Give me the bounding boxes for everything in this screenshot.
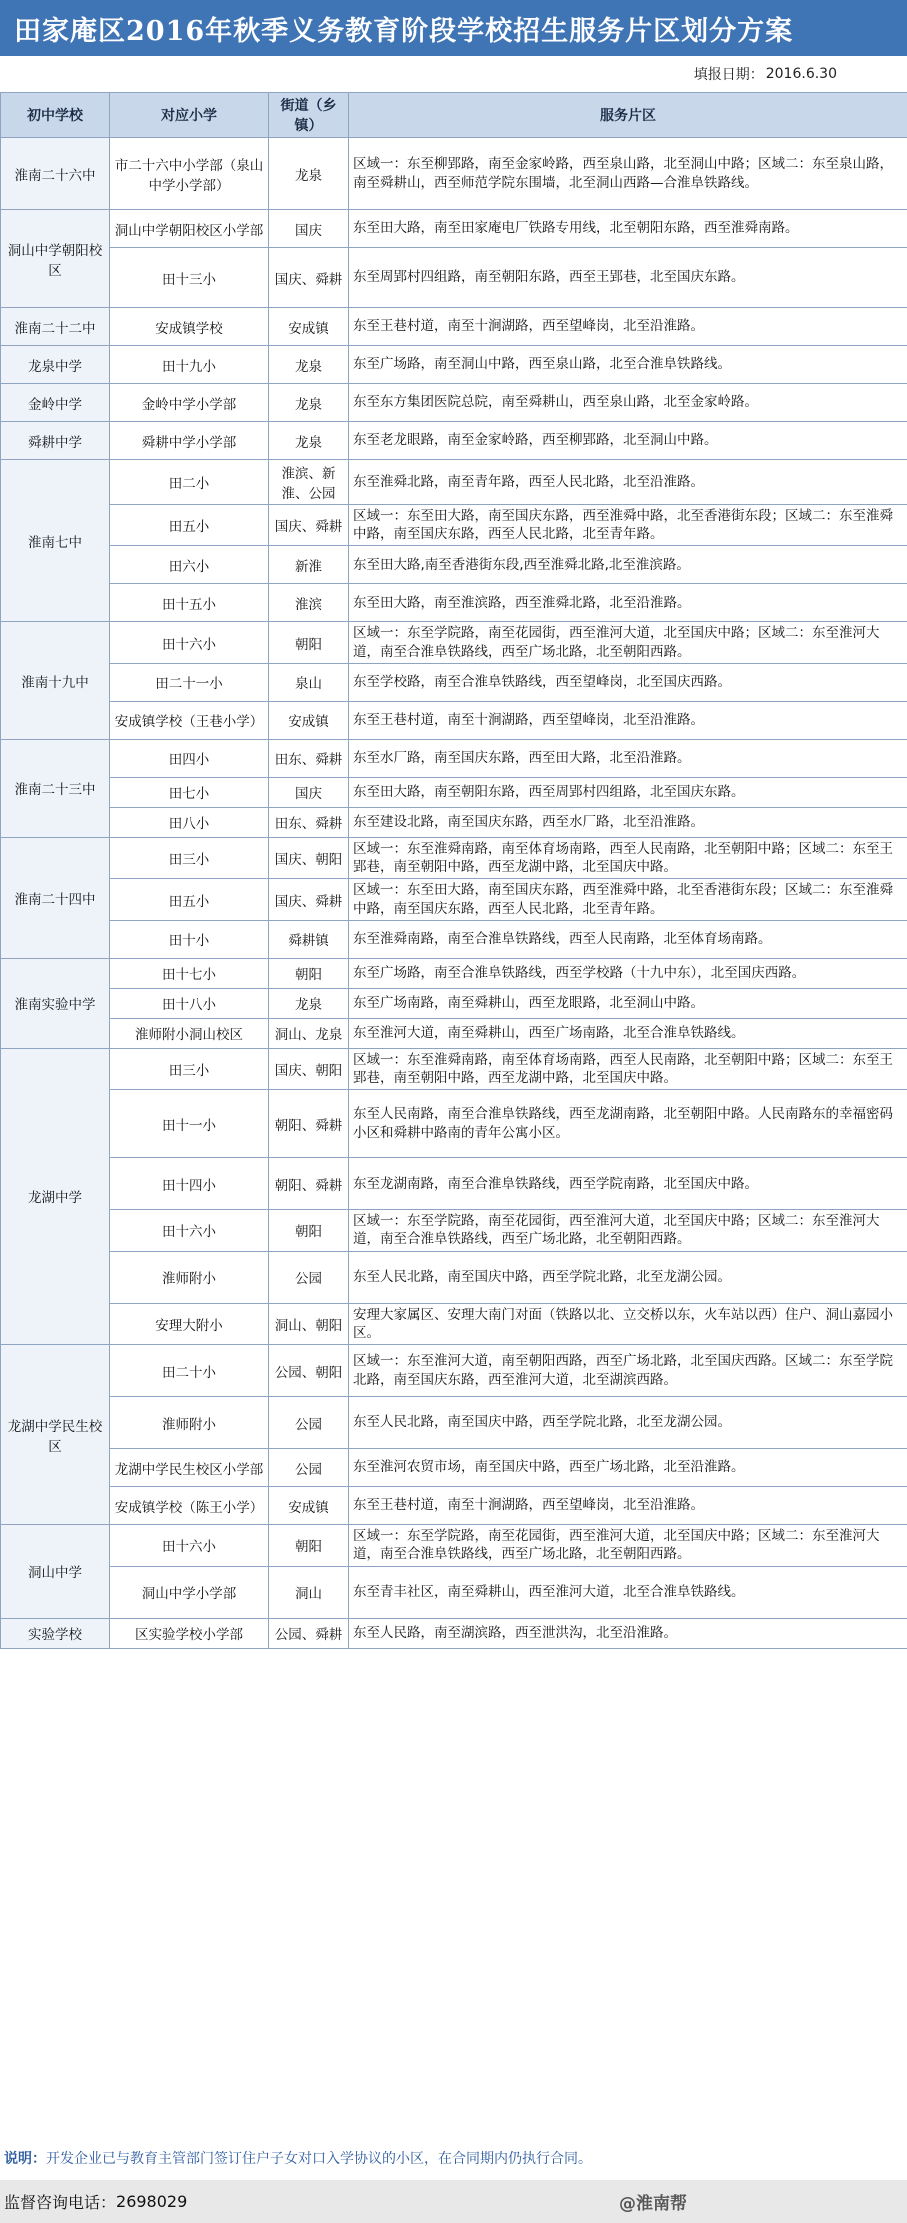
table-row (1, 505, 907, 546)
cell-street: 国庆、舜耕 (269, 248, 349, 308)
cell-street: 朝阳、舜耕 (269, 1158, 349, 1210)
cell-service-area: 区域一：东至淮河大道，南至朝阳西路，西至广场北路，北至国庆西路。区域二：东至学院北路，南至国庆东路，西至淮河大道，北至湖滨西路。 (349, 1345, 907, 1397)
table-row (1, 384, 907, 422)
cell-primary-school: 田十五小 (110, 584, 269, 622)
table-row (1, 988, 907, 1018)
cell-service-area: 东至人民南路，南至合淮阜铁路线，西至龙湖南路，北至朝阳中路。人民南路东的幸福密码小区和舜耕中路南的青年公寓小区。 (349, 1090, 907, 1158)
page-title: 田家庵区2016年秋季义务教育阶段学校招生服务片区划分方案 (0, 0, 907, 56)
cell-middle-school: 金岭中学 (1, 384, 110, 422)
cell-primary-school: 田四小 (110, 739, 269, 777)
table-row (1, 546, 907, 584)
cell-primary-school: 田十六小 (110, 622, 269, 663)
cell-service-area: 东至水厂路，南至国庆东路，西至田大路，北至沿淮路。 (349, 739, 907, 777)
cell-middle-school: 淮南实验中学 (1, 958, 110, 1048)
note-label: 说明： (4, 2151, 46, 2167)
cell-middle-school: 淮南二十二中 (1, 308, 110, 346)
cell-street: 淮滨、新淮、公园 (269, 460, 349, 505)
cell-service-area: 东至淮舜南路，南至合淮阜铁路线，西至人民南路，北至体育场南路。 (349, 920, 907, 958)
cell-service-area: 安理大家属区、安理大南门对面（铁路以北、立交桥以东，火车站以西）住户、洞山嘉园小区。 (349, 1303, 907, 1344)
cell-primary-school: 舜耕中学小学部 (110, 422, 269, 460)
cell-service-area: 东至人民路，南至湖滨路，西至泄洪沟，北至沿淮路。 (349, 1618, 907, 1648)
cell-street: 龙泉 (269, 384, 349, 422)
cell-street: 公园、舜耕 (269, 1618, 349, 1648)
cell-middle-school: 淮南十九中 (1, 622, 110, 739)
table-row (1, 1090, 907, 1158)
cell-primary-school: 田二小 (110, 460, 269, 505)
cell-street: 朝阳 (269, 1525, 349, 1566)
table-row (1, 1449, 907, 1487)
cell-service-area: 东至东方集团医院总院，南至舜耕山，西至泉山路，北至金家岭路。 (349, 384, 907, 422)
cell-primary-school: 田十九小 (110, 346, 269, 384)
cell-street: 龙泉 (269, 346, 349, 384)
cell-service-area: 区域一：东至田大路，南至国庆东路，西至淮舜中路，北至香港街东段；区域二：东至淮舜中路，南至国庆东路，西至人民北路，北至青年路。 (349, 879, 907, 920)
cell-primary-school: 安成镇学校 (110, 308, 269, 346)
cell-primary-school: 田二十小 (110, 1345, 269, 1397)
cell-street: 国庆、舜耕 (269, 505, 349, 546)
cell-street: 田东、舜耕 (269, 739, 349, 777)
cell-primary-school: 田六小 (110, 546, 269, 584)
cell-street: 国庆、朝阳 (269, 837, 349, 878)
cell-street: 安成镇 (269, 1487, 349, 1525)
cell-service-area: 东至周郢村四组路，南至朝阳东路，西至王郢巷，北至国庆东路。 (349, 248, 907, 308)
cell-service-area: 东至建设北路，南至国庆东路，西至水厂路，北至沿淮路。 (349, 807, 907, 837)
cell-primary-school: 金岭中学小学部 (110, 384, 269, 422)
cell-service-area: 东至青丰社区，南至舜耕山，西至淮河大道，北至合淮阜铁路线。 (349, 1566, 907, 1618)
cell-street: 国庆 (269, 777, 349, 807)
cell-street: 洞山 (269, 1566, 349, 1618)
table-row (1, 460, 907, 505)
header-primary-school: 对应小学 (110, 93, 269, 138)
table-row (1, 422, 907, 460)
cell-primary-school: 田十三小 (110, 248, 269, 308)
cell-primary-school: 田八小 (110, 807, 269, 837)
table-row (1, 1566, 907, 1618)
table-row (1, 210, 907, 248)
cell-primary-school: 田十小 (110, 920, 269, 958)
cell-primary-school: 田十六小 (110, 1210, 269, 1251)
table-row (1, 1487, 907, 1525)
cell-primary-school: 田七小 (110, 777, 269, 807)
table-row (1, 308, 907, 346)
table-row (1, 1158, 907, 1210)
cell-street: 朝阳 (269, 622, 349, 663)
cell-primary-school: 淮师附小 (110, 1397, 269, 1449)
cell-service-area: 区域一：东至学院路，南至花园街，西至淮河大道，北至国庆中路；区域二：东至淮河大道，南至合淮阜铁路线，西至广场北路，北至朝阳西路。 (349, 622, 907, 663)
cell-street: 洞山、朝阳 (269, 1303, 349, 1344)
cell-street: 洞山、龙泉 (269, 1018, 349, 1048)
table-row (1, 807, 907, 837)
fill-date-value: 2016.6.30 (765, 66, 837, 82)
cell-street: 朝阳 (269, 1210, 349, 1251)
table-row (1, 622, 907, 663)
cell-middle-school: 洞山中学 (1, 1525, 110, 1618)
cell-service-area: 区域一：东至学院路，南至花园街，西至淮河大道，北至国庆中路；区域二：东至淮河大道，南至合淮阜铁路线，西至广场北路，北至朝阳西路。 (349, 1525, 907, 1566)
table-row (1, 701, 907, 739)
cell-street: 公园 (269, 1251, 349, 1303)
cell-street: 朝阳 (269, 958, 349, 988)
cell-primary-school: 田三小 (110, 1048, 269, 1089)
header-street: 街道（乡镇） (269, 93, 349, 138)
cell-service-area: 东至人民北路，南至国庆中路，西至学院北路，北至龙湖公园。 (349, 1397, 907, 1449)
cell-street: 龙泉 (269, 988, 349, 1018)
cell-service-area: 东至老龙眼路，南至金家岭路，西至柳郢路，北至洞山中路。 (349, 422, 907, 460)
cell-street: 泉山 (269, 663, 349, 701)
cell-primary-school: 田五小 (110, 879, 269, 920)
table-row (1, 1018, 907, 1048)
cell-primary-school: 田二十一小 (110, 663, 269, 701)
table-row (1, 1397, 907, 1449)
cell-service-area: 东至王巷村道，南至十涧湖路，西至望峰岗，北至沿淮路。 (349, 308, 907, 346)
cell-primary-school: 田十八小 (110, 988, 269, 1018)
cell-middle-school: 实验学校 (1, 1618, 110, 1648)
header-middle-school: 初中学校 (1, 93, 110, 138)
cell-service-area: 东至田大路，南至朝阳东路，西至周郢村四组路，北至国庆东路。 (349, 777, 907, 807)
cell-street: 田东、舜耕 (269, 807, 349, 837)
hotline-label: 监督咨询电话： (4, 2193, 117, 2212)
cell-middle-school: 龙泉中学 (1, 346, 110, 384)
cell-primary-school: 区实验学校小学部 (110, 1618, 269, 1648)
cell-middle-school: 龙湖中学民生校区 (1, 1345, 110, 1525)
cell-street: 龙泉 (269, 422, 349, 460)
cell-street: 国庆、朝阳 (269, 1048, 349, 1089)
cell-street: 淮滨 (269, 584, 349, 622)
cell-primary-school: 田三小 (110, 837, 269, 878)
table-row (1, 958, 907, 988)
cell-service-area: 区域一：东至学院路，南至花园街，西至淮河大道，北至国庆中路；区域二：东至淮河大道，南至合淮阜铁路线，西至广场北路，北至朝阳西路。 (349, 1210, 907, 1251)
watermark: @淮南帮 (619, 2194, 687, 2214)
cell-primary-school: 洞山中学小学部 (110, 1566, 269, 1618)
cell-service-area: 区域一：东至田大路，南至国庆东路，西至淮舜中路，北至香港街东段；区域二：东至淮舜中路，南至国庆东路，西至人民北路，北至青年路。 (349, 505, 907, 546)
cell-service-area: 东至广场南路，南至舜耕山，西至龙眼路，北至洞山中路。 (349, 988, 907, 1018)
cell-service-area: 东至广场路，南至合淮阜铁路线，西至学校路（十九中东），北至国庆西路。 (349, 958, 907, 988)
cell-street: 公园、朝阳 (269, 1345, 349, 1397)
cell-primary-school: 安理大附小 (110, 1303, 269, 1344)
table-row (1, 1525, 907, 1566)
table-row (1, 248, 907, 308)
cell-street: 龙泉 (269, 138, 349, 210)
cell-street: 国庆 (269, 210, 349, 248)
table-row (1, 1303, 907, 1344)
service-area-table (0, 92, 907, 1649)
cell-service-area: 东至田大路，南至淮滨路，西至淮舜北路，北至沿淮路。 (349, 584, 907, 622)
hotline (0, 2180, 907, 2223)
cell-primary-school: 龙湖中学民生校区小学部 (110, 1449, 269, 1487)
table-row (1, 138, 907, 210)
table-row (1, 1618, 907, 1648)
table-row (1, 663, 907, 701)
cell-primary-school: 淮师附小 (110, 1251, 269, 1303)
cell-primary-school: 安成镇学校（陈王小学） (110, 1487, 269, 1525)
table-row (1, 346, 907, 384)
cell-service-area: 东至王巷村道，南至十涧湖路，西至望峰岗，北至沿淮路。 (349, 1487, 907, 1525)
cell-primary-school: 田五小 (110, 505, 269, 546)
table-row (1, 1210, 907, 1251)
cell-street: 安成镇 (269, 701, 349, 739)
cell-primary-school: 洞山中学朝阳校区小学部 (110, 210, 269, 248)
cell-street: 新淮 (269, 546, 349, 584)
cell-street: 公园 (269, 1397, 349, 1449)
table-row (1, 1251, 907, 1303)
cell-primary-school: 田十四小 (110, 1158, 269, 1210)
cell-primary-school: 市二十六中小学部（泉山中学小学部） (110, 138, 269, 210)
table-row (1, 1345, 907, 1397)
cell-service-area: 东至龙湖南路，南至合淮阜铁路线，西至学院南路，北至国庆中路。 (349, 1158, 907, 1210)
cell-service-area: 区域一：东至柳郢路，南至金家岭路，西至泉山路，北至洞山中路；区域二：东至泉山路，南至舜耕山，西至师范学院东围墙，北至洞山西路—合淮阜铁路线。 (349, 138, 907, 210)
cell-middle-school: 舜耕中学 (1, 422, 110, 460)
table-row (1, 739, 907, 777)
hotline-number: 2698029 (116, 2192, 188, 2211)
cell-street: 舜耕镇 (269, 920, 349, 958)
fill-date-label: 填报日期： (693, 67, 764, 83)
cell-primary-school: 田十六小 (110, 1525, 269, 1566)
cell-service-area: 东至淮河农贸市场，南至国庆中路，西至广场北路，北至沿淮路。 (349, 1449, 907, 1487)
cell-middle-school: 淮南二十四中 (1, 837, 110, 958)
cell-middle-school: 淮南二十三中 (1, 739, 110, 837)
cell-service-area: 东至学校路，南至合淮阜铁路线，西至望峰岗，北至国庆西路。 (349, 663, 907, 701)
cell-service-area: 区域一：东至淮舜南路，南至体育场南路，西至人民南路，北至朝阳中路；区域二：东至王郢巷，南至朝阳中路，西至龙湖中路，北至国庆中路。 (349, 1048, 907, 1089)
cell-service-area: 东至人民北路，南至国庆中路，西至学院北路，北至龙湖公园。 (349, 1251, 907, 1303)
cell-primary-school: 田十七小 (110, 958, 269, 988)
cell-street: 公园 (269, 1449, 349, 1487)
cell-middle-school: 淮南七中 (1, 460, 110, 622)
fill-date (0, 56, 907, 92)
cell-middle-school: 淮南二十六中 (1, 138, 110, 210)
table-row (1, 837, 907, 878)
table-row (1, 920, 907, 958)
cell-middle-school: 洞山中学朝阳校区 (1, 210, 110, 308)
note (0, 2140, 907, 2176)
header-service-area: 服务片区 (349, 93, 907, 138)
cell-service-area: 东至淮河大道，南至舜耕山，西至广场南路，北至合淮阜铁路线。 (349, 1018, 907, 1048)
note-text: 开发企业已与教育主管部门签订住户子女对口入学协议的小区，在合同期内仍执行合同。 (46, 2151, 592, 2167)
cell-primary-school: 田十一小 (110, 1090, 269, 1158)
table-row (1, 879, 907, 920)
cell-service-area: 东至田大路，南至田家庵电厂铁路专用线，北至朝阳东路，西至淮舜南路。 (349, 210, 907, 248)
table-row (1, 1048, 907, 1089)
cell-street: 国庆、舜耕 (269, 879, 349, 920)
table-header-row (1, 93, 907, 138)
cell-service-area: 东至王巷村道，南至十涧湖路，西至望峰岗，北至沿淮路。 (349, 701, 907, 739)
cell-service-area: 东至田大路,南至香港街东段,西至淮舜北路,北至淮滨路。 (349, 546, 907, 584)
cell-street: 安成镇 (269, 308, 349, 346)
cell-service-area: 区域一：东至淮舜南路，南至体育场南路，西至人民南路，北至朝阳中路；区域二：东至王郢巷，南至朝阳中路，西至龙湖中路，北至国庆中路。 (349, 837, 907, 878)
table-row (1, 777, 907, 807)
cell-primary-school: 安成镇学校（王巷小学） (110, 701, 269, 739)
cell-middle-school: 龙湖中学 (1, 1048, 110, 1344)
cell-street: 朝阳、舜耕 (269, 1090, 349, 1158)
cell-service-area: 东至淮舜北路，南至青年路，西至人民北路，北至沿淮路。 (349, 460, 907, 505)
table-row (1, 584, 907, 622)
cell-service-area: 东至广场路，南至洞山中路，西至泉山路，北至合淮阜铁路线。 (349, 346, 907, 384)
cell-primary-school: 淮师附小洞山校区 (110, 1018, 269, 1048)
